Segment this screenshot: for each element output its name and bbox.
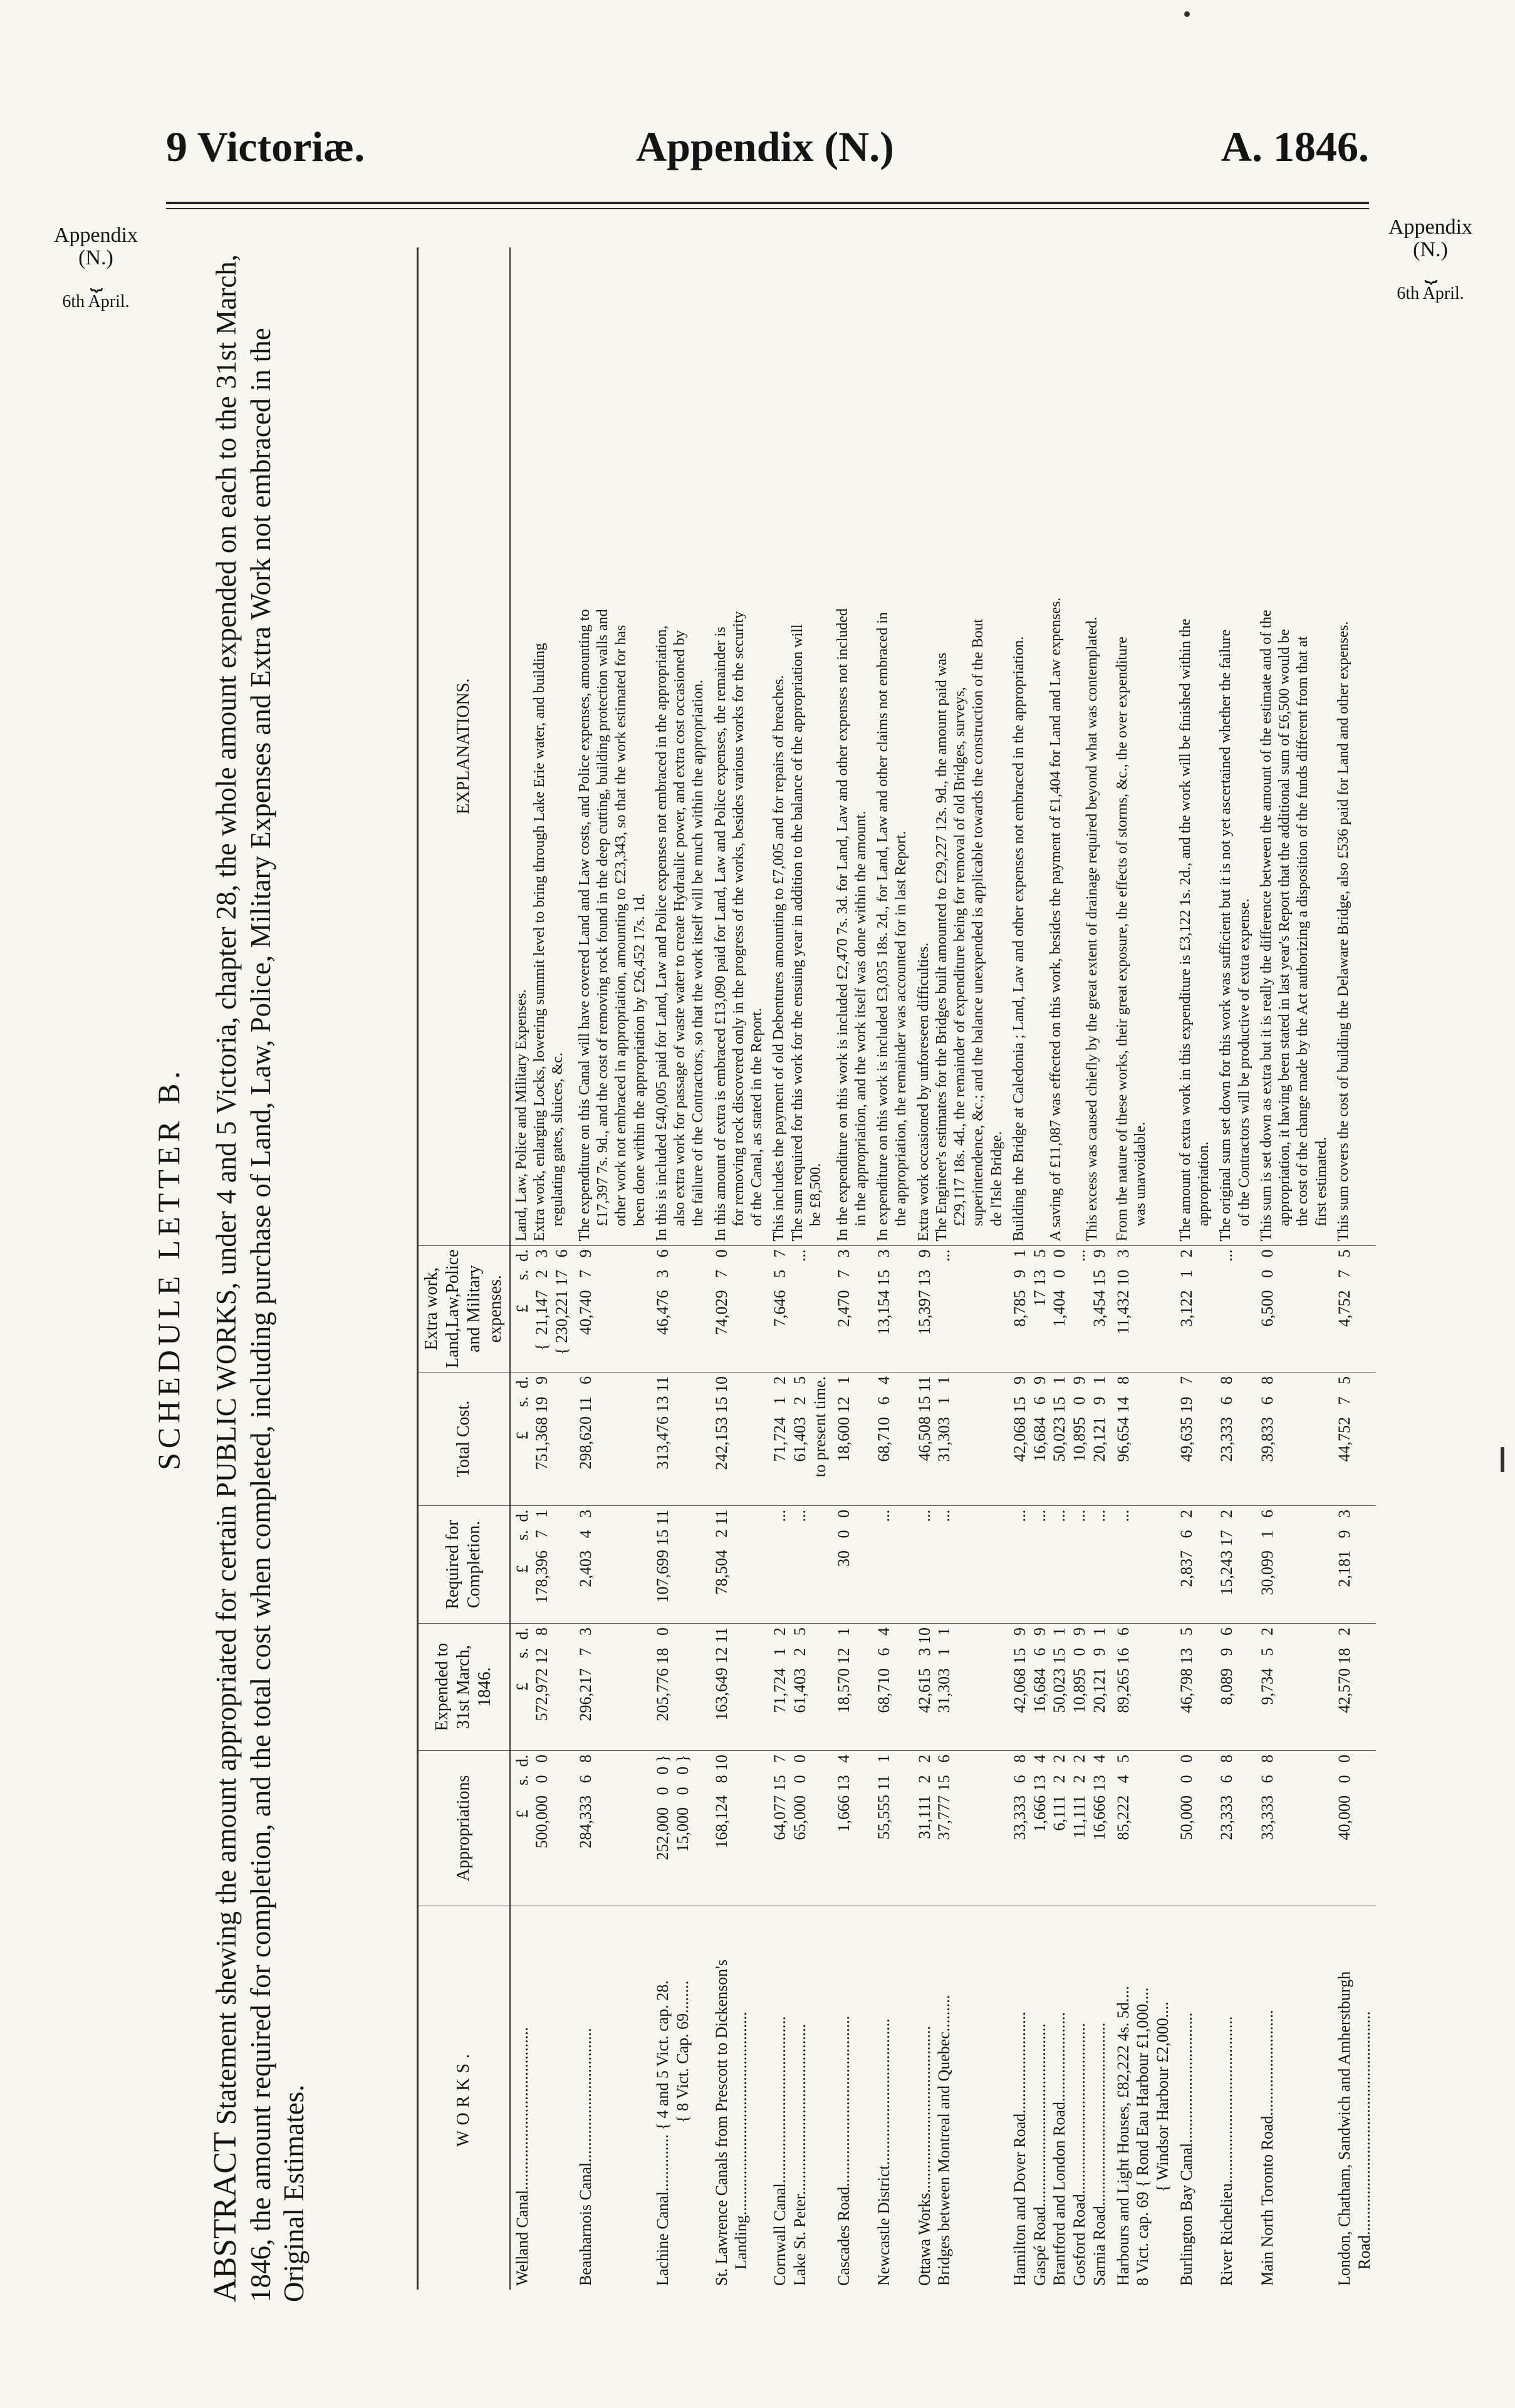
cell-explanations: In this is included £40,005 paid for Land, Law and Police expenses not embraced in the appropriation, also extra work for passage of waste water to create Hydraulic power, and extra cost occasioned by the failure of the Contractors, so that the work itself will be much within the appropriation. <box>653 625 707 1242</box>
cell-total: 242,153 15 10 <box>710 1373 769 1506</box>
cell-explanations: This includes the payment of old Debentures amounting to £7,005 and for repairs of breaches. The sum required for this work for the ensuing year in addition to the balance of the appropriation will be £8,500. <box>771 624 824 1242</box>
col-header-expended: Expended to 31st March, 1846. <box>418 1624 510 1751</box>
cell-total: 71,724 1 2 61,403 2 5 to present time. <box>768 1373 831 1506</box>
col-header-required: Required for Completion. <box>418 1506 510 1624</box>
cell-extra: 11,432 10 3 <box>1112 1245 1175 1372</box>
cell-extra: 46,476 3 6 <box>651 1245 710 1372</box>
cell-work: Main North Toronto Road.......................... <box>1256 1906 1333 2290</box>
cell-total: 49,635 19 7 <box>1175 1373 1216 1506</box>
cell-explanations: This sum is set down as extra but it is really the difference between the amount of the estimate and of the appropriation, it having been stated in last year's Report that the additional sum of £6,500 would be the cost of the change made by the Act authorizing a disposition of the funds different from that at first estimated. <box>1257 610 1330 1242</box>
cell-appropriations: 31,111 2 2 37,777 15 6 <box>913 1751 1008 1906</box>
table-row <box>913 247 1008 2290</box>
cell-required: ... ... ... ... ... <box>1008 1506 1112 1624</box>
cell-required: ... ... <box>768 1506 831 1624</box>
cell-appropriations: 85,222 4 5 <box>1112 1751 1175 1906</box>
schedule-rotated-page <box>150 235 1372 2302</box>
cell-expended: 68,710 6 4 <box>872 1624 913 1751</box>
cell-expended: £ s. d. 572,972 12 8 <box>510 1624 574 1751</box>
cell-extra: ... <box>1215 1245 1256 1372</box>
scan-speck <box>1501 1447 1504 1472</box>
abstract-text: Statement shewing the amount appropriated for certain PUBLIC WORKS, under 4 and 5 Victoria, chapter 28, the whole amount expended on each to the 31st March, 1846, the amount required for completion, and the total cost when completed, including purchase of Land, Law, Police, Military Expenses and Extra Work not embraced in the Original Estimates. <box>211 254 310 2302</box>
table-row <box>574 247 651 2290</box>
cell-extra: 7,646 5 7 ... <box>768 1245 831 1372</box>
cell-extra: 74,029 7 0 <box>710 1245 769 1372</box>
cell-work: Harbours and Light Houses, £82,222 4s. 5d.... 8 Vict. cap. 69 { Rond Eau Harbour £1,000.... { Windsor Harbour £2,000.... <box>1112 1906 1175 2290</box>
cell-appropriations: 1,666 13 4 <box>832 1751 873 1906</box>
cell-expended: 42,570 18 2 <box>1333 1624 1376 1751</box>
margin-note-date: 6th April. <box>1397 284 1464 304</box>
margin-note-right <box>1358 216 1502 303</box>
cell-required: 30 0 0 <box>832 1506 873 1624</box>
cell-required: ... <box>872 1506 913 1624</box>
table-body <box>510 247 1377 2290</box>
cell-explanations: In this amount of extra is embraced £13,090 paid for Land, Law and Police expenses, the remainder is for removing rock discovered only in the progress of the works, besides various works for the security of the Canal, as stated in the Report. <box>712 611 766 1242</box>
cell-total: 18,600 12 1 <box>832 1373 873 1506</box>
cell-appropriations: £ s. d. 500,000 0 0 <box>510 1751 574 1906</box>
cell-appropriations: 40,000 0 0 <box>1333 1751 1376 1906</box>
cell-total: 42,068 15 9 16,684 6 9 50,023 15 1 10,895 0 9 20,121 9 1 <box>1008 1373 1112 1506</box>
header-appendix: Appendix (N.) <box>636 123 894 170</box>
margin-note-title: Appendix <box>1388 215 1473 239</box>
table-row <box>1256 247 1333 2290</box>
cell-total: 46,508 15 11 31,303 1 1 <box>913 1373 1008 1506</box>
cell-explanations: The expenditure on this Canal will have covered Land and Law costs, and Police expenses, amounting to £17,397 7s. 9d., and the cost of removing rock found in the deep cutting, building protection walls and other work not embraced in appropriation, amounting to £23,343, so that the work estimated for has been done within the appropriation by £26,452 17s. 1d. <box>576 609 648 1242</box>
cell-extra: 3,122 1 2 <box>1175 1245 1216 1372</box>
cell-explanations: From the nature of these works, their great exposure, the effects of storms, &c., the over expenditure was unavoidable. <box>1113 636 1148 1242</box>
cell-required: £ s. d. 178,396 7 1 <box>510 1506 574 1624</box>
cell-required: 107,699 15 11 <box>651 1506 710 1624</box>
brace-icon: ⏟ <box>1424 260 1437 284</box>
header-session: 9 Victoriæ. <box>166 123 365 170</box>
col-header-explanations: EXPLANATIONS. <box>418 247 510 1245</box>
cell-total: £ s. d. 751,368 19 9 <box>510 1373 574 1506</box>
cell-appropriations: 33,333 6 8 1,666 13 4 6,111 2 2 11,111 2 2 16,666 13 4 <box>1008 1751 1112 1906</box>
cell-extra: 8,785 9 1 17 13 5 1,404 0 0 ... 3,454 15 9 <box>1008 1245 1112 1372</box>
cell-expended: 89,265 16 6 <box>1112 1624 1175 1751</box>
schedule-title: SCHEDULE LETTER B. <box>151 1066 186 1471</box>
cell-appropriations: 252,000 0 0 } 15,000 0 0 } <box>651 1751 710 1906</box>
cell-expended: 46,798 13 5 <box>1175 1624 1216 1751</box>
cell-work: Beauharnois Canal................................. <box>574 1906 651 2290</box>
margin-note-title: Appendix <box>53 224 138 247</box>
col-header-works: WORKS. <box>418 1906 510 2290</box>
margin-note-date: 6th April. <box>62 292 130 312</box>
table-row <box>651 247 710 2290</box>
cell-explanations: This sum covers the cost of building the Delaware Bridge, also £536 paid for Land and other expenses. <box>1335 621 1351 1242</box>
table-row <box>1008 247 1112 2290</box>
cell-explanations: In the expenditure on this work is included £2,470 7s. 3d. for Land, Law and other expenses not included in the appropriation, and the work itself was done within the amount. <box>834 608 869 1242</box>
header-rule-thin <box>166 208 1369 209</box>
cell-appropriations: 23,333 6 8 <box>1215 1751 1256 1906</box>
cell-appropriations: 168,124 8 10 <box>710 1751 769 1906</box>
cell-total: 96,654 14 8 <box>1112 1373 1175 1506</box>
cell-extra: 4,752 7 5 <box>1333 1245 1376 1372</box>
cell-work: Hamilton and Dover Road......................... Gaspé Road............................................. Brantford and London Road...................... Gosford Road.......................................... Sarnia Road............................................. <box>1008 1906 1112 2290</box>
abstract-lead: ABSTRACT <box>207 2132 243 2302</box>
cell-explanations: Extra work occasioned by unforeseen difficulties. The Engineer's estimates for the Bridges built amounted to £29,227 12s. 9d., the amount paid was £29,117 18s. 4d., the remainder of expenditure being for removal of old Bridges, surveys, superintendence, &c.; and the balance unexpended is applicable towards the construction of the Bout de l'Isle Bridge. <box>915 618 1005 1242</box>
cell-work: St. Lawrence Canals from Prescott to Dickenson's Landing.................................................. <box>710 1906 769 2290</box>
cell-work: Burlington Bay Canal................................ <box>1175 1906 1216 2290</box>
cell-expended: 9,734 5 2 <box>1256 1624 1333 1751</box>
cell-appropriations: 50,000 0 0 <box>1175 1751 1216 1906</box>
cell-required: 78,504 2 11 <box>710 1506 769 1624</box>
header-year: A. 1846. <box>1221 123 1369 170</box>
cell-expended: 8,089 9 6 <box>1215 1624 1256 1751</box>
cell-expended: 42,068 15 9 16,684 6 9 50,023 15 1 10,895 0 9 20,121 9 1 <box>1008 1624 1112 1751</box>
cell-expended: 42,615 3 10 31,303 1 1 <box>913 1624 1008 1751</box>
table-row <box>710 247 769 2290</box>
cell-required: 2,837 6 2 <box>1175 1506 1216 1624</box>
table-row <box>872 247 913 2290</box>
cell-required: ... <box>1112 1506 1175 1624</box>
cell-work: Ottawa Works......................................... Bridges between Montreal and Quebec......... <box>913 1906 1008 2290</box>
cell-appropriations: 55,555 11 1 <box>872 1751 913 1906</box>
cell-extra: 6,500 0 0 <box>1256 1245 1333 1372</box>
cell-extra: 15,397 13 9 ... <box>913 1245 1008 1372</box>
cell-appropriations: 284,333 6 8 <box>574 1751 651 1906</box>
margin-note-code: (N.) <box>1413 237 1448 261</box>
table-row <box>1333 247 1376 2290</box>
table-header-row <box>418 247 510 2290</box>
cell-work: Lachine Canal.............. { 4 and 5 Vict. cap. 28. { 8 Vict. Cap. 69........ <box>651 1906 710 2290</box>
col-header-extra: Extra work, Land,Law,Police and Military expenses. <box>418 1245 510 1372</box>
scan-speck <box>1184 11 1190 17</box>
brace-icon: ⏟ <box>90 268 102 292</box>
cell-explanations: In expenditure on this work is included £3,035 18s. 2d., for Land, Law and other claims not embraced in the appropriation, the remainder was accounted for in last Report. <box>875 612 910 1242</box>
cell-work: Cornwall Canal......................................... Lake St. Peter.......................................... <box>768 1906 831 2290</box>
cell-work: London, Chatham, Sandwich and Amherstburgh Road....................................................... <box>1333 1906 1376 2290</box>
cell-explanations: The amount of extra work in this expenditure is £3,122 1s. 2d., and the work will be finished within the appropriation. <box>1177 618 1212 1242</box>
cell-total: 298,620 11 6 <box>574 1373 651 1506</box>
cell-extra: £ s. d. { 21,147 2 3 { 230,221 17 6 <box>510 1245 574 1372</box>
cell-total: 44,752 7 5 <box>1333 1373 1376 1506</box>
cell-extra: 13,154 15 3 <box>872 1245 913 1372</box>
table-row <box>1215 247 1256 2290</box>
cell-total: 68,710 6 4 <box>872 1373 913 1506</box>
cell-required: ... ... <box>913 1506 1008 1624</box>
cell-expended: 205,776 18 0 <box>651 1624 710 1751</box>
cell-explanations: Building the Bridge at Caledonia ; Land, Law and other expenses not embraced in the appropriation. A saving of £11,087 was effected on this work, besides the payment of £1,404 for Land and Law expenses. This excess was caused chiefly by the great extent of drainage required beyond what was contemplated. <box>1010 597 1101 1242</box>
cell-work: River Richelieu......................................... <box>1215 1906 1256 2290</box>
table-row <box>832 247 873 2290</box>
col-header-appropriations: Appropriations <box>418 1751 510 1906</box>
works-table <box>417 247 1376 2290</box>
header-rule <box>166 202 1369 204</box>
cell-extra: 40,740 7 9 <box>574 1245 651 1372</box>
page-header <box>166 122 1369 179</box>
col-header-total: Total Cost. <box>418 1373 510 1506</box>
margin-note-code: (N.) <box>78 246 113 269</box>
cell-required: 15,243 17 2 <box>1215 1506 1256 1624</box>
cell-total: 23,333 6 8 <box>1215 1373 1256 1506</box>
cell-required: 30,099 1 6 <box>1256 1506 1333 1624</box>
cell-work: Welland Canal........................................ <box>510 1906 574 2290</box>
cell-explanations: The original sum set down for this work was sufficient but it is not yet ascertained whether the failure of the Contractors will be productive of extra expense. <box>1217 629 1252 1242</box>
cell-appropriations: 33,333 6 8 <box>1256 1751 1333 1906</box>
table-row <box>1112 247 1175 2290</box>
cell-required: 2,403 4 3 <box>574 1506 651 1624</box>
table-row <box>1175 247 1216 2290</box>
cell-expended: 163,649 12 11 <box>710 1624 769 1751</box>
table-row <box>510 247 574 2290</box>
cell-expended: 18,570 12 1 <box>832 1624 873 1751</box>
cell-expended: 71,724 1 2 61,403 2 5 <box>768 1624 831 1751</box>
cell-expended: 296,217 7 3 <box>574 1624 651 1751</box>
cell-required: 2,181 9 3 <box>1333 1506 1376 1624</box>
cell-total: 313,476 13 11 <box>651 1373 710 1506</box>
table-row <box>768 247 831 2290</box>
margin-note-left <box>24 224 168 311</box>
cell-appropriations: 64,077 15 7 65,000 0 0 <box>768 1751 831 1906</box>
cell-explanations: Land, Law, Police and Military Expenses. Extra work, enlarging Locks, lowering summit level to bring through Lake Erie water, and building regulating gates, sluices, &c. <box>513 643 566 1242</box>
cell-total: 39,833 6 8 <box>1256 1373 1333 1506</box>
cell-extra: 2,470 7 3 <box>832 1245 873 1372</box>
abstract-statement <box>207 247 310 2302</box>
cell-work: Newcastle District.................................... <box>872 1906 913 2290</box>
cell-work: Cascades Road.......................................... <box>832 1906 873 2290</box>
